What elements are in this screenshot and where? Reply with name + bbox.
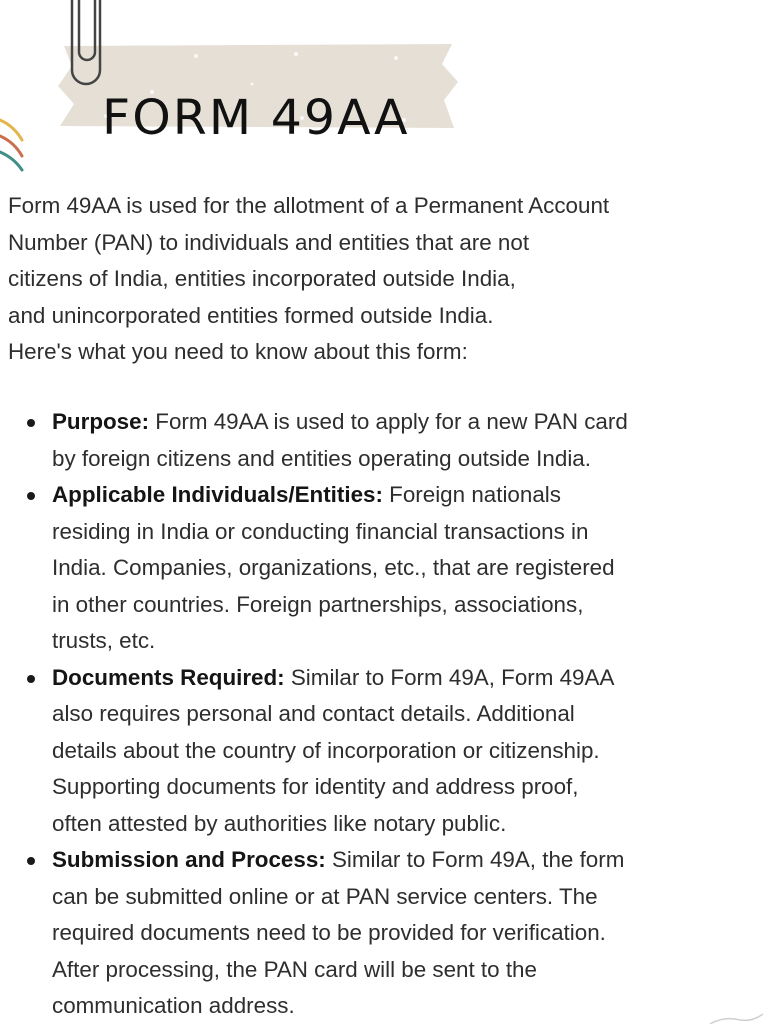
page-title: FORM 49AA	[102, 90, 410, 147]
bullet-applicable-entities	[0, 477, 763, 660]
bullet-line: also requires personal and contact details. Additional	[52, 701, 575, 726]
bullet-dot-icon	[27, 419, 35, 427]
header-banner	[0, 0, 763, 170]
bullet-term: Applicable Individuals/Entities:	[52, 482, 383, 507]
bullet-first-line	[52, 477, 763, 514]
decorative-wave-lines-icon	[0, 112, 30, 182]
bullet-text: Foreign nationals	[382, 482, 561, 507]
bullet-first-line	[52, 842, 763, 879]
bullet-line: residing in India or conducting financial transactions in	[52, 518, 589, 544]
bullet-line: can be submitted online or at PAN service centers. The	[52, 883, 598, 909]
bullet-term: Purpose:	[52, 409, 150, 434]
bullet-submission-process	[0, 842, 763, 1025]
bullet-dot-icon	[27, 857, 35, 865]
bullet-line: After processing, the PAN card will be sent to the	[52, 956, 537, 982]
bullet-purpose	[0, 404, 763, 477]
intro-paragraph	[8, 188, 763, 371]
intro-line: Form 49AA is used for the allotment of a Permanent Account	[8, 193, 610, 218]
intro-line: and unincorporated entities formed outside India.	[8, 302, 494, 328]
bullet-dot-icon	[27, 492, 35, 500]
bullet-line: trusts, etc.	[52, 628, 156, 653]
bullet-line: communication address.	[52, 993, 295, 1018]
decorative-corner-icon	[700, 1010, 763, 1024]
bullet-text: Similar to Form 49A, Form 49AA	[284, 664, 615, 690]
bullet-line: often attested by authorities like notary public.	[52, 810, 507, 836]
bullet-line: in other countries. Foreign partnerships, associations,	[52, 591, 584, 617]
bullet-line: required documents need to be provided for verification.	[52, 920, 606, 945]
bullet-documents-required	[0, 660, 763, 843]
bullet-dot-icon	[27, 675, 35, 683]
bullet-text: Form 49AA is used to apply for a new PAN card	[149, 409, 628, 434]
bullet-first-line	[52, 660, 763, 697]
bullet-term: Documents Required:	[52, 664, 285, 690]
bullet-line: Supporting documents for identity and address proof,	[52, 774, 579, 799]
bullet-line: by foreign citizens and entities operating outside India.	[52, 445, 591, 471]
intro-line: citizens of India, entities incorporated outside India,	[8, 266, 516, 291]
bullet-term: Submission and Process:	[52, 847, 326, 872]
bullet-line: details about the country of incorporation or citizenship.	[52, 737, 600, 763]
bullet-line: India. Companies, organizations, etc., that are registered	[52, 555, 615, 580]
paperclip-icon	[58, 0, 102, 92]
info-bullet-list	[0, 404, 763, 1025]
bullet-text: Similar to Form 49A, the form	[325, 847, 625, 872]
intro-line: Here's what you need to know about this form:	[8, 339, 468, 364]
intro-line: Number (PAN) to individuals and entities that are not	[8, 229, 530, 255]
bullet-first-line	[52, 404, 763, 441]
